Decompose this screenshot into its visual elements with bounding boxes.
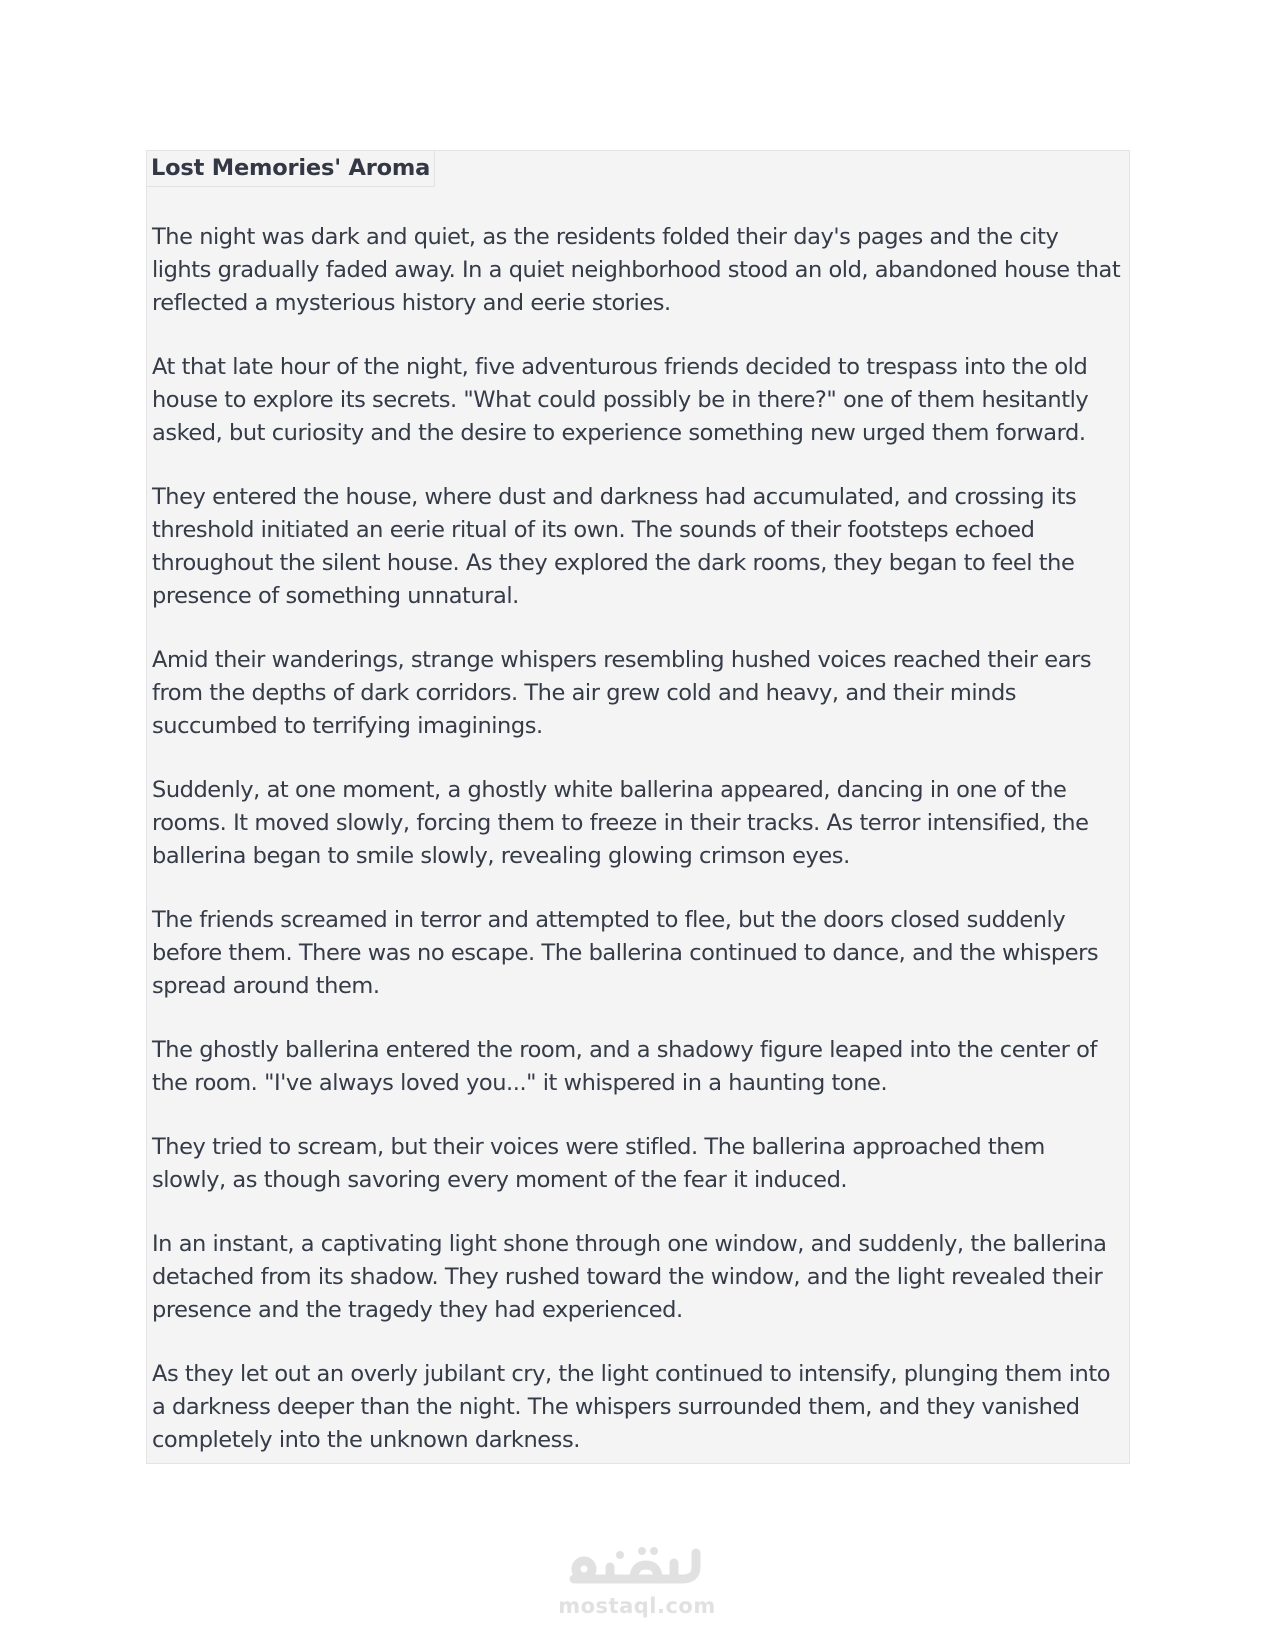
story-paragraph-8: They tried to scream, but their voices were stifled. The ballerina approached them slowly, as though savoring every moment of the fear it induced. — [152, 1134, 1045, 1193]
story-paragraph-9: In an instant, a captivating light shone through one window, and suddenly, the ballerina detached from its shadow. They rushed toward the window, and the light revealed their presence and the tragedy they had experienced. — [152, 1231, 1107, 1323]
watermark-site: mostaql.com — [558, 1594, 716, 1618]
story-paragraph-4: Amid their wanderings, strange whispers resembling hushed voices reached their ears from the depths of dark corridors. The air grew cold and heavy, and their minds succumbed to terrifying imaginings. — [152, 647, 1092, 739]
story-paragraph-3: They entered the house, where dust and darkness had accumulated, and crossing its threshold initiated an eerie ritual of its own. The sounds of their footsteps echoed throughout the silent house. As they explored the dark rooms, they began to feel the presence of something unnatural. — [152, 484, 1077, 609]
mostaql-watermark — [532, 1545, 742, 1625]
story-text-box — [146, 150, 1130, 1464]
mostaql-logo-icon — [562, 1545, 712, 1593]
story-paragraph-1: The night was dark and quiet, as the residents folded their day's pages and the city lights gradually faded away. In a quiet neighborhood stood an old, abandoned house that reflected a mysterious history and eerie stories. — [152, 224, 1121, 316]
story-paragraph-2: At that late hour of the night, five adventurous friends decided to trespass into the old house to explore its secrets. "What could possibly be in there?" one of them hesitantly asked, but curiosity and the desire to experience something new urged them forward. — [152, 354, 1089, 446]
story-paragraph-6: The friends screamed in terror and attempted to flee, but the doors closed suddenly before them. There was no escape. The ballerina continued to dance, and the whispers spread around them. — [152, 907, 1099, 999]
story-title: Lost Memories' Aroma — [147, 151, 435, 187]
story-paragraph-10: As they let out an overly jubilant cry, the light continued to intensify, plunging them into a darkness deeper than the night. The whispers surrounded them, and they vanished completely into the unknown darkness. — [152, 1361, 1111, 1453]
story-paragraph-7: The ghostly ballerina entered the room, and a shadowy figure leaped into the center of the room. "I've always loved you..." it whispered in a haunting tone. — [152, 1037, 1097, 1096]
story-paragraph-5: Suddenly, at one moment, a ghostly white ballerina appeared, dancing in one of the rooms. It moved slowly, forcing them to freeze in their tracks. As terror intensified, the ballerina began to smile slowly, revealing glowing crimson eyes. — [152, 777, 1089, 869]
